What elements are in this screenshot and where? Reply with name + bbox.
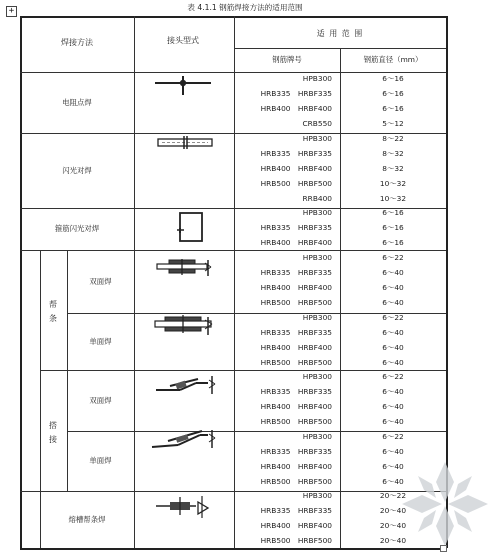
diameter-cell: 6～40	[382, 401, 404, 411]
method-label: 闪光对焊	[62, 165, 92, 175]
lap-single-sided-weld-diagram	[152, 427, 218, 453]
grade-cell: HRB500 HRBF500	[260, 535, 332, 545]
header-scope: 适 用 范 围	[316, 29, 364, 38]
grade-cell: HRB335 HRBF335	[260, 327, 332, 337]
flash-butt-weld-diagram	[158, 136, 216, 152]
header-diameter: 钢筋直径（mm）	[363, 55, 423, 64]
diameter-cell: 6～40	[382, 416, 404, 426]
diameter-cell: 6～22	[382, 432, 404, 441]
header-grade: 钢筋牌号	[272, 55, 302, 64]
grade-cell: HRB335 HRBF335	[260, 149, 332, 158]
diameter-cell: 5～12	[382, 118, 404, 128]
method-label: 双面焊	[89, 276, 112, 286]
grade-cell: HRB500 HRBF500	[260, 416, 332, 426]
grade-cell: HRB335 HRBF335	[260, 222, 332, 232]
grade-cell: HPB300	[302, 207, 332, 217]
grade-cell: CRB550	[302, 118, 332, 128]
grade-cell: HRB500 HRBF500	[260, 179, 332, 188]
header-method: 焊接方法	[61, 38, 93, 47]
diameter-cell: 6～16	[382, 237, 404, 247]
diameter-cell: 6～40	[382, 386, 404, 396]
diameter-cell: 6～40	[382, 462, 404, 471]
grade-cell: HRB400 HRBF400	[260, 401, 332, 411]
grade-cell: RRB400	[302, 194, 332, 203]
diameter-cell: 6～40	[382, 447, 404, 456]
grade-cell: HRB500 HRBF500	[260, 477, 332, 486]
grade-cell: HRB335 HRBF335	[260, 505, 332, 515]
diameter-cell: 6～40	[382, 342, 404, 352]
grade-cell: HPB300	[302, 312, 332, 322]
diameter-cell: 20～22	[379, 490, 407, 500]
group-label: 搭接	[49, 420, 57, 444]
grade-cell: HRB335 HRBF335	[260, 386, 332, 396]
stirrup-flash-butt-weld-diagram	[176, 210, 208, 246]
grade-cell: HRB400 HRBF400	[260, 520, 332, 530]
grade-cell: HPB300	[302, 73, 332, 83]
diameter-cell: 6～22	[382, 312, 404, 322]
diameter-cell: 8～32	[382, 149, 404, 158]
diameter-cell: 6～16	[382, 73, 404, 83]
method-label: 单面焊	[89, 456, 112, 465]
diameter-cell: 6～40	[382, 327, 404, 337]
diameter-cell: 10～32	[379, 179, 407, 188]
method-label: 单面焊	[89, 336, 112, 346]
grade-cell: HPB300	[302, 371, 332, 381]
diameter-cell: 6～40	[382, 282, 404, 292]
grade-cell: HRB400 HRBF400	[260, 237, 332, 247]
grade-cell: HRB500 HRBF500	[260, 357, 332, 367]
splice-bar-double-sided-weld-diagram	[155, 259, 215, 279]
lap-double-sided-weld-diagram	[156, 374, 218, 398]
method-label: 箍筋闪光对焊	[54, 224, 100, 233]
grade-cell: HRB400 HRBF400	[260, 103, 332, 113]
watermark-logo-icon	[402, 462, 488, 546]
method-label: 熔槽帮条焊	[68, 514, 106, 524]
diameter-cell: 20～40	[379, 535, 407, 545]
diameter-cell: 20～40	[379, 505, 407, 515]
diameter-cell: 20～40	[379, 520, 407, 530]
grade-cell: HRB500 HRBF500	[260, 297, 332, 307]
diameter-cell: 6～40	[382, 297, 404, 307]
diameter-cell: 6～16	[382, 222, 404, 232]
diameter-cell: 8～22	[382, 134, 404, 143]
method-label: 双面焊	[89, 395, 112, 405]
diameter-cell: 6～16	[382, 103, 404, 113]
diameter-cell: 6～16	[382, 207, 404, 217]
grade-cell: HRB400 HRBF400	[260, 164, 332, 173]
header-joint-type: 接头型式	[167, 36, 199, 45]
table-caption: 表 4.1.1 钢筋焊接方法的适用范围	[187, 3, 303, 12]
move-handle-icon[interactable]: +	[6, 6, 17, 17]
grade-cell: HPB300	[302, 134, 332, 143]
method-label: 电阻点焊	[62, 97, 92, 107]
grade-cell: HPB300	[302, 252, 332, 262]
groove-splice-weld-diagram	[156, 494, 216, 520]
diameter-cell: 6～40	[382, 357, 404, 367]
grade-cell: HPB300	[302, 490, 332, 500]
diameter-cell: 6～22	[382, 371, 404, 381]
diameter-cell: 6～40	[382, 477, 404, 486]
diameter-cell: 6～22	[382, 252, 404, 262]
diameter-cell: 6～40	[382, 267, 404, 277]
grade-cell: HRB400 HRBF400	[260, 342, 332, 352]
group-label: 帮条	[49, 300, 57, 323]
diameter-cell: 6～16	[382, 88, 404, 98]
grade-cell: HRB335 HRBF335	[260, 88, 332, 98]
diameter-cell: 10～32	[379, 194, 407, 203]
grade-cell: HPB300	[302, 432, 332, 441]
grade-cell: HRB400 HRBF400	[260, 462, 332, 471]
grade-cell: HRB400 HRBF400	[260, 282, 332, 292]
splice-bar-single-sided-weld-diagram	[155, 313, 215, 337]
table-end-marker	[440, 545, 447, 552]
resistance-spot-weld-diagram	[155, 75, 215, 97]
diameter-cell: 8～32	[382, 164, 404, 173]
grade-cell: HRB335 HRBF335	[260, 447, 332, 456]
grade-cell: HRB335 HRBF335	[260, 267, 332, 277]
